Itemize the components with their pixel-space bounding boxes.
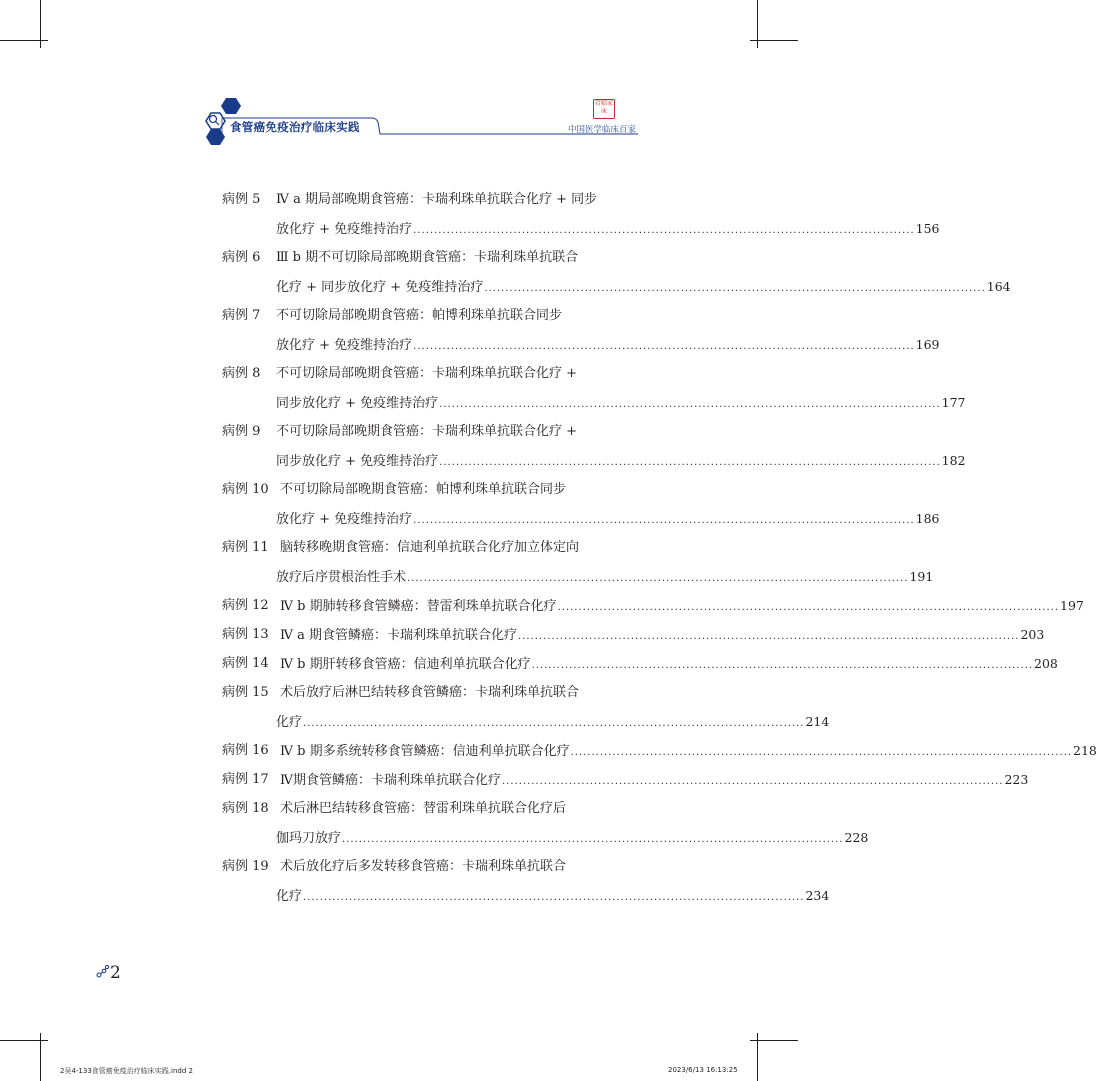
toc-entry-title-cont: 化疗 [276, 889, 303, 904]
toc-entry-label: 病例 8 [222, 366, 261, 381]
dot-leader: ........................................................................................................................ [502, 776, 1004, 787]
dot-leader: ........................................................................................................................ [531, 660, 1034, 671]
toc-entry-label: 病例 7 [222, 308, 261, 323]
dot-leader: ........................................................................................................................ [413, 515, 915, 526]
dot-leader: ........................................................................................................................ [407, 573, 909, 584]
toc-entry-title-cont: 化疗 + 同步放化疗 + 免疫维持治疗 [276, 280, 484, 295]
toc-entry-title: Ⅳ b 期肺转移食管鳞癌：替雷利珠单抗联合化疗 [280, 599, 557, 614]
toc-entry-label: 病例 15 [222, 685, 269, 700]
toc-entry-leader-row [276, 220, 940, 240]
toc-entry-title-cont: 伽玛刀放疗 [276, 831, 342, 846]
toc-entry-title: 术后放化疗后多发转移食管癌：卡瑞利珠单抗联合 [280, 859, 567, 874]
toc-entry-leader-row [276, 510, 940, 530]
toc-entry-title: Ⅳ a 期局部晚期食管癌：卡瑞利珠单抗联合化疗 + 同步 [276, 192, 598, 207]
toc-entry-label: 病例 9 [222, 424, 261, 439]
toc-entry-title: Ⅳ期食管鳞癌：卡瑞利珠单抗联合化疗 [280, 773, 501, 788]
toc-entry-page: 214 [805, 714, 830, 729]
toc-entry-title: 不可切除局部晚期食管癌：卡瑞利珠单抗联合化疗 + [276, 424, 578, 439]
toc-entry-leader-row [276, 887, 830, 907]
toc-entry-label: 病例 16 [222, 743, 269, 758]
toc-entry-label: 病例 17 [222, 772, 269, 787]
crop-mark [750, 1040, 798, 1041]
toc-entry-title: 不可切除局部晚期食管癌：帕博利珠单抗联合同步 [276, 308, 563, 323]
slug-filename: 2吴4-133食管癌免疫治疗临床实践.indd 2 [60, 1067, 193, 1075]
crop-mark [750, 40, 798, 41]
toc-entry-title: 术后淋巴结转移食管癌：替雷利珠单抗联合化疗后 [280, 801, 567, 816]
dot-leader: ........................................................................................................................ [413, 341, 915, 352]
toc-entry-title: 不可切除局部晚期食管癌：帕博利珠单抗联合同步 [280, 482, 567, 497]
toc-entry-label: 病例 12 [222, 598, 269, 613]
toc-entry-leader-row [280, 626, 1045, 646]
dot-leader: ........................................................................................................................ [342, 834, 844, 845]
dot-leader: ........................................................................................................................ [570, 747, 1073, 758]
toc-entry-title: Ⅳ b 期肝转移食管癌：信迪利单抗联合化疗 [280, 657, 531, 672]
toc-entry-leader-row [280, 655, 1058, 675]
dot-leader: ........................................................................................................................ [557, 602, 1060, 613]
toc-entry-label: 病例 18 [222, 801, 269, 816]
toc-entry-leader-row [276, 829, 869, 849]
toc-entry-page: 164 [986, 279, 1011, 294]
toc-entry-page: 223 [1004, 772, 1029, 787]
dot-leader: ........................................................................................................................ [303, 718, 805, 729]
toc-entry-leader-row [276, 278, 1011, 298]
toc-entry-page: 218 [1073, 743, 1097, 758]
toc-entry-leader-row [280, 597, 1084, 617]
toc-entry-title-cont: 化疗 [276, 715, 303, 730]
toc-entry-page: 228 [844, 830, 869, 845]
toc-entry-page: 208 [1034, 656, 1058, 671]
book-title: 食管癌免疫治疗临床实践 [230, 120, 360, 134]
toc-entry-page: 156 [915, 221, 940, 236]
toc-entry-leader-row [276, 452, 966, 472]
toc-entry-title: Ⅲ b 期不可切除局部晚期食管癌：卡瑞利珠单抗联合 [276, 250, 579, 265]
toc-entry-label: 病例 6 [222, 250, 261, 265]
slug-timestamp: 2023/6/13 16:13:25 [668, 1066, 738, 1074]
toc-entry-label: 病例 14 [222, 656, 269, 671]
molecule-icon [96, 964, 110, 978]
toc-entry-title-cont: 放化疗 + 免疫维持治疗 [276, 222, 413, 237]
series-seal-icon: 百临家床 [593, 99, 615, 119]
toc-entry-page: 182 [941, 453, 966, 468]
toc-entry-label: 病例 13 [222, 627, 269, 642]
toc-entry-leader-row [280, 742, 1097, 762]
toc-entry-page: 186 [915, 511, 940, 526]
toc-entry-label: 病例 11 [222, 540, 269, 555]
toc-entry-title-cont: 放化疗 + 免疫维持治疗 [276, 338, 413, 353]
toc-entry-label: 病例 5 [222, 192, 261, 207]
toc-entry-title: Ⅳ a 期食管鳞癌：卡瑞利珠单抗联合化疗 [280, 628, 518, 643]
toc-entry-leader-row [276, 568, 934, 588]
toc-entry-title: 脑转移晚期食管癌：信迪利单抗联合化疗加立体定向 [280, 540, 580, 555]
toc-entry-title: 不可切除局部晚期食管癌：卡瑞利珠单抗联合化疗 + [276, 366, 578, 381]
toc-entry-page: 234 [805, 888, 830, 903]
toc-entry-page: 177 [941, 395, 966, 410]
toc-entry-title-cont: 同步放化疗 + 免疫维持治疗 [276, 454, 439, 469]
toc-entry-page: 203 [1020, 627, 1045, 642]
dot-leader: ........................................................................................................................ [413, 225, 915, 236]
toc-entry-label: 病例 19 [222, 859, 269, 874]
dot-leader: ........................................................................................................................ [439, 457, 941, 468]
crop-mark [0, 1040, 48, 1041]
toc-entry-label: 病例 10 [222, 482, 269, 497]
toc-entry-page: 197 [1060, 598, 1084, 613]
dot-leader: ........................................................................................................................ [484, 283, 986, 294]
toc-entry-title-cont: 放疗后序贯根治性手术 [276, 570, 407, 585]
toc-entry-title: Ⅳ b 期多系统转移食管鳞癌：信迪利单抗联合化疗 [280, 744, 570, 759]
toc-entry-leader-row [276, 394, 966, 414]
dot-leader: ........................................................................................................................ [303, 892, 805, 903]
series-name: 中国医学临床百家 [568, 125, 637, 135]
toc-entry-leader-row [276, 336, 940, 356]
crop-mark [0, 40, 48, 41]
toc-entry-page: 191 [909, 569, 934, 584]
toc-entry-leader-row [280, 771, 1029, 791]
toc-entry-title: 术后放疗后淋巴结转移食管鳞癌：卡瑞利珠单抗联合 [280, 685, 580, 700]
toc-entry-title-cont: 同步放化疗 + 免疫维持治疗 [276, 396, 439, 411]
page-number: 2 [110, 963, 121, 983]
dot-leader: ........................................................................................................................ [439, 399, 941, 410]
toc-entry-title-cont: 放化疗 + 免疫维持治疗 [276, 512, 413, 527]
dot-leader: ........................................................................................................................ [518, 631, 1020, 642]
toc-entry-leader-row [276, 713, 830, 733]
toc-entry-page: 169 [915, 337, 940, 352]
